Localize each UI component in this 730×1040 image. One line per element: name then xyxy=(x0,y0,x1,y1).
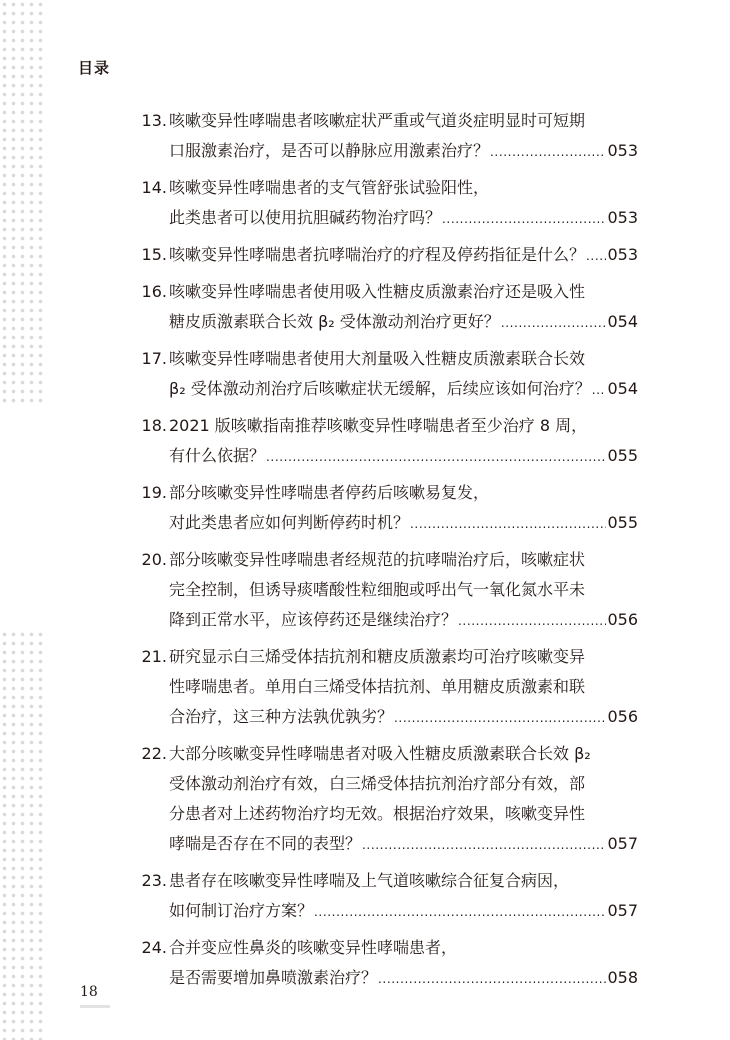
toc-entry-page: 057 xyxy=(607,901,638,920)
toc-entry-line xyxy=(169,896,638,927)
toc-entry-title: 是否需要增加鼻喷激素治疗？ xyxy=(169,968,378,987)
toc-entry-line xyxy=(169,642,638,672)
dot-leader xyxy=(314,897,606,927)
toc-entry-title: 性哮喘患者。单用白三烯受体拮抗剂、单用糖皮质激素和联 xyxy=(169,677,586,696)
toc-entry-page: 053 xyxy=(607,245,638,264)
toc-entry[interactable] xyxy=(134,411,638,472)
toc-entry-page: 056 xyxy=(607,610,638,629)
toc-entry-page: 055 xyxy=(607,446,638,465)
page-number: 18 xyxy=(80,984,98,1000)
toc-entry-page: 053 xyxy=(607,141,638,160)
toc-entry-title: 咳嗽变异性哮喘患者抗哮喘治疗的疗程及停药指征是什么？ xyxy=(169,245,586,264)
toc-entry-line xyxy=(169,374,638,405)
toc-entry-page: 054 xyxy=(607,312,638,331)
toc-entry-line xyxy=(169,411,638,441)
toc-entry-number: 17. xyxy=(141,349,167,368)
toc-entry-number: 23. xyxy=(141,871,167,890)
toc-entry-page: 054 xyxy=(607,379,638,398)
dot-leader xyxy=(362,830,606,860)
toc-entry-page: 056 xyxy=(607,707,638,726)
toc-entry-line xyxy=(169,605,638,636)
toc-entry-page: 053 xyxy=(607,208,638,227)
toc-entry-number: 22. xyxy=(141,744,167,763)
toc-entry-title: 哮喘是否存在不同的表型？ xyxy=(169,834,362,853)
toc-entry-number: 19. xyxy=(141,483,167,502)
toc-entry-line xyxy=(169,307,638,338)
toc-entry-number: 15. xyxy=(141,245,167,264)
toc-entry-line xyxy=(169,277,638,307)
toc-entry-line xyxy=(169,240,638,271)
toc-entry-line xyxy=(169,344,638,374)
toc-entry-title: 患者存在咳嗽变异性哮喘及上气道咳嗽综合征复合病因， xyxy=(169,871,570,890)
toc-entry-title: 合并变应性鼻炎的咳嗽变异性哮喘患者， xyxy=(169,938,458,957)
toc-entry-line xyxy=(169,866,638,896)
toc-entry-line xyxy=(169,672,638,702)
toc-entry[interactable] xyxy=(134,173,638,234)
toc-entry-line xyxy=(169,545,638,575)
toc-entry-title: 咳嗽变异性哮喘患者使用大剂量吸入性糖皮质激素联合长效 xyxy=(169,349,586,368)
toc-entry[interactable] xyxy=(134,344,638,405)
toc-entry-page: 055 xyxy=(607,513,638,532)
toc-entry-line xyxy=(169,106,638,136)
toc-entry-number: 18. xyxy=(141,416,167,435)
toc-entry-title: 如何制订治疗方案？ xyxy=(169,901,314,920)
toc-entry-number: 21. xyxy=(141,647,167,666)
dot-leader xyxy=(378,964,606,994)
toc-entry[interactable] xyxy=(134,739,638,860)
dot-leader xyxy=(458,606,606,636)
toc-entry-line xyxy=(169,508,638,539)
toc-entry-title: 对此类患者应如何判断停药时机？ xyxy=(169,513,410,532)
toc-entry-line xyxy=(169,702,638,733)
decorative-dot-pattern-top xyxy=(0,0,46,405)
toc-entry-line xyxy=(169,441,638,472)
toc-entry-title: 2021 版咳嗽指南推荐咳嗽变异性哮喘患者至少治疗 8 周， xyxy=(169,416,588,435)
dot-leader xyxy=(490,137,606,167)
toc-entry-title: 此类患者可以使用抗胆碱药物治疗吗？ xyxy=(169,208,442,227)
toc-entry[interactable] xyxy=(134,866,638,927)
toc-entry-line xyxy=(169,203,638,234)
toc-entry[interactable] xyxy=(134,933,638,994)
toc-entry-title: 降到正常水平，应该停药还是继续治疗？ xyxy=(169,610,458,629)
toc-entry-title: 合治疗，这三种方法孰优孰劣？ xyxy=(169,707,394,726)
toc-entry[interactable] xyxy=(134,106,638,167)
toc-entry-page: 057 xyxy=(607,834,638,853)
toc-entry-line xyxy=(169,829,638,860)
toc-entry-title: 咳嗽变异性哮喘患者使用吸入性糖皮质激素治疗还是吸入性 xyxy=(169,282,586,301)
section-heading: 目录 xyxy=(78,59,111,77)
toc-entry-line xyxy=(169,575,638,605)
decorative-dot-pattern-bottom xyxy=(0,630,46,1040)
toc-entry-title: β₂ 受体激动剂治疗后咳嗽症状无缓解，后续应该如何治疗？ xyxy=(169,379,591,398)
dot-leader xyxy=(592,375,607,405)
toc-entry-title: 咳嗽变异性哮喘患者咳嗽症状严重或气道炎症明显时可短期 xyxy=(169,111,586,130)
toc-entry-line xyxy=(169,769,638,799)
toc-entry-title: 口服激素治疗，是否可以静脉应用激素治疗？ xyxy=(169,141,490,160)
toc-entry[interactable] xyxy=(134,277,638,338)
toc-entry[interactable] xyxy=(134,642,638,733)
toc-entry-title: 大部分咳嗽变异性哮喘患者对吸入性糖皮质激素联合长效 β₂ xyxy=(169,744,591,763)
toc-entry-number: 14. xyxy=(141,178,167,197)
toc-entry-title: 研究显示白三烯受体拮抗剂和糖皮质激素均可治疗咳嗽变异 xyxy=(169,647,586,666)
toc-entry-title: 咳嗽变异性哮喘患者的支气管舒张试验阳性， xyxy=(169,178,490,197)
dot-leader xyxy=(266,442,606,472)
toc-entry[interactable] xyxy=(134,240,638,271)
toc-entry-number: 20. xyxy=(141,550,167,569)
toc-entry-line xyxy=(169,739,638,769)
table-of-contents xyxy=(134,106,638,1000)
toc-entry-line xyxy=(169,799,638,829)
toc-entry-number: 13. xyxy=(141,111,167,130)
dot-leader xyxy=(501,308,607,338)
toc-entry-title: 部分咳嗽变异性哮喘患者停药后咳嗽易复发， xyxy=(169,483,490,502)
toc-entry-page: 058 xyxy=(607,968,638,987)
toc-entry-line xyxy=(169,173,638,203)
toc-entry-title: 完全控制，但诱导痰嗜酸性粒细胞或呼出气一氧化氮水平未 xyxy=(169,580,586,599)
toc-entry-number: 24. xyxy=(141,938,167,957)
toc-entry-title: 受体激动剂治疗有效，白三烯受体拮抗剂治疗部分有效，部 xyxy=(169,774,586,793)
dot-leader xyxy=(394,703,606,733)
toc-entry-title: 有什么依据？ xyxy=(169,446,266,465)
page-number-underline xyxy=(80,1005,110,1008)
toc-entry[interactable] xyxy=(134,545,638,636)
toc-entry-line xyxy=(169,136,638,167)
toc-entry-title: 分患者对上述药物治疗均无效。根据治疗效果，咳嗽变异性 xyxy=(169,804,586,823)
dot-leader xyxy=(442,204,606,234)
toc-entry-line xyxy=(169,478,638,508)
toc-entry-line xyxy=(169,933,638,963)
toc-entry-line xyxy=(169,963,638,994)
dot-leader xyxy=(586,241,606,271)
toc-entry-title: 糖皮质激素联合长效 β₂ 受体激动剂治疗更好？ xyxy=(169,312,500,331)
toc-entry[interactable] xyxy=(134,478,638,539)
toc-entry-number: 16. xyxy=(141,282,167,301)
dot-leader xyxy=(410,509,606,539)
toc-entry-title: 部分咳嗽变异性哮喘患者经规范的抗哮喘治疗后，咳嗽症状 xyxy=(169,550,586,569)
